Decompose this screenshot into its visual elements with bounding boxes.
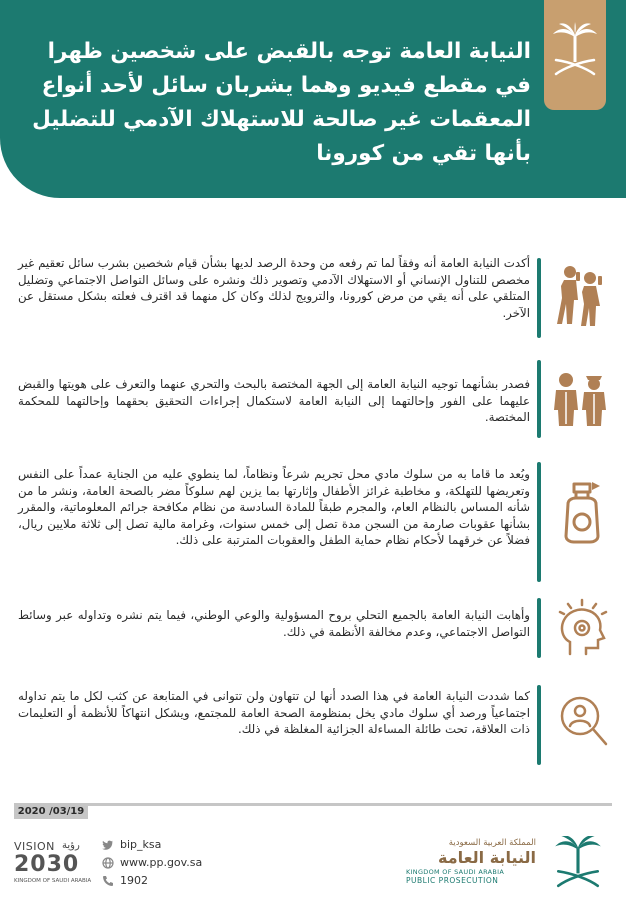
date-divider xyxy=(14,803,612,806)
paragraph-2: فصدر بشأنهما توجيه النيابة العامة إلى الجهة المختصة بالبحث والتحري عنهما والتعرف على هويتها والقبض عليهما على الفور وإحالتهما إلى النيابة العامة لاستكمال إجراءات التحقيق بحقهما وإحالتهما للمحكمة المختصة. xyxy=(18,377,530,425)
phone-icon xyxy=(102,875,114,887)
vision-label: VISION xyxy=(14,840,55,853)
vision-kingdom: KINGDOM OF SAUDI ARABIA xyxy=(14,878,92,884)
website-url: www.pp.gov.sa xyxy=(120,856,203,869)
brand-kingdom-en: KINGDOM OF SAUDI ARABIA xyxy=(406,868,505,876)
police-arrest-icon xyxy=(552,368,608,432)
phone-number: 1902 xyxy=(120,874,148,887)
page-title: النيابة العامة توجه بالقبض على شخصين ظهرا في مقطع فيديو وهما يشربان سائل لأحد أنواع المعقمات غير صالحة للاستهلاك الآدمي للتضليل بأنها تقي من كورونا xyxy=(32,39,531,166)
contact-phone[interactable] xyxy=(102,874,148,887)
paragraph-2-bar xyxy=(537,360,541,438)
paragraph-3-bar xyxy=(537,462,541,582)
header-banner xyxy=(0,0,626,198)
footer-brand xyxy=(406,838,536,885)
publish-date: 2020 /03/19 xyxy=(14,805,88,819)
brand-name-ar: النيابة العامة xyxy=(438,848,536,867)
paragraph-1: أكدت النيابة العامة أنه وفقاً لما تم رفعه من وحدة الرصد لديها بشأن قيام شخصين بشرب سائل تعقيم غير مخصص للتناول الإنساني أو الاستهلاك الآدمي وتصوير ذلك ونشره على وسائل التواصل الاجتماعي وتضليل المتلقي على أنه يقي من مرض كورونا، والترويج لذلك وكان كل منهما قد اقترف فعلته بشكل مستقل عن الآخر. xyxy=(18,256,530,320)
palm-swords-emblem-icon xyxy=(550,22,600,84)
brand-kingdom-ar: المملكة العربية السعودية xyxy=(448,838,536,848)
globe-icon xyxy=(102,857,114,869)
logo-badge xyxy=(544,0,606,110)
twitter-icon xyxy=(102,839,114,851)
paragraph-5: كما شددت النيابة العامة في هذا الصدد أنها لن تتهاون ولن تتوانى في المتابعة عن كثب لكل ما يتم تداوله اجتماعياً ورصد أي سلوك مادي يخل بمنظومة الصحة العامة للمجتمع، ويشكل انتهاكاً للأنظمة أو التعليمات ذات العلاقة، تحت طائلة المساءلة الجزائية المغلظة في ذلك. xyxy=(18,689,530,737)
vision-label-ar: رؤية xyxy=(62,840,80,851)
vision-2030-logo xyxy=(14,840,94,888)
two-persons-drinking-icon xyxy=(552,262,608,338)
brand-name-en: PUBLIC PROSECUTION xyxy=(406,876,499,885)
footer-emblem-icon xyxy=(550,836,606,894)
paragraph-4-bar xyxy=(537,598,541,658)
sanitizer-bottle-icon xyxy=(560,482,604,548)
contact-website[interactable] xyxy=(102,856,202,869)
paragraph-4: وأهابت النيابة العامة بالجميع التحلي بروح المسؤولية والوعي الوطني، فيما يتم نشره وتداوله عبر وسائط التواصل الاجتماعي، وعدم مخالفة الأنظمة في ذلك. xyxy=(18,608,530,639)
paragraph-5-bar xyxy=(537,685,541,765)
head-awareness-icon xyxy=(556,598,612,662)
twitter-handle: bip_ksa xyxy=(120,838,162,851)
contact-twitter[interactable] xyxy=(102,838,161,851)
paragraph-1-bar xyxy=(537,258,541,338)
magnifier-person-icon xyxy=(556,692,612,756)
vision-year: 2030 xyxy=(14,852,80,877)
paragraph-3: ويُعد ما قاما به من سلوك مادي محل تجريم شرعاً ونظاماً، لما ينطوي عليه من الجناية عمداً على النفس وتعريضها للتهلكة، و مخاطبة غرائز الأطفال وإثارتها بما يزين لهم سلوكاً مضر بالصحة العامة، ونشر ما من شأنه المساس بالنظام العام، والمجرم طبقاً للمادة السادسة من نظام مكافحة جرائم المعلوماتية، والمقرر بشأنها عقوبات صارمة من السجن مدة تصل إلى خمس سنوات، وغرامة مالية تصل إلى ثلاثة ملايين ريال، فضلاً عن خرقهما لأحكام نظام حماية الطفل والعقوبات المترتبة على ذلك. xyxy=(18,467,530,548)
